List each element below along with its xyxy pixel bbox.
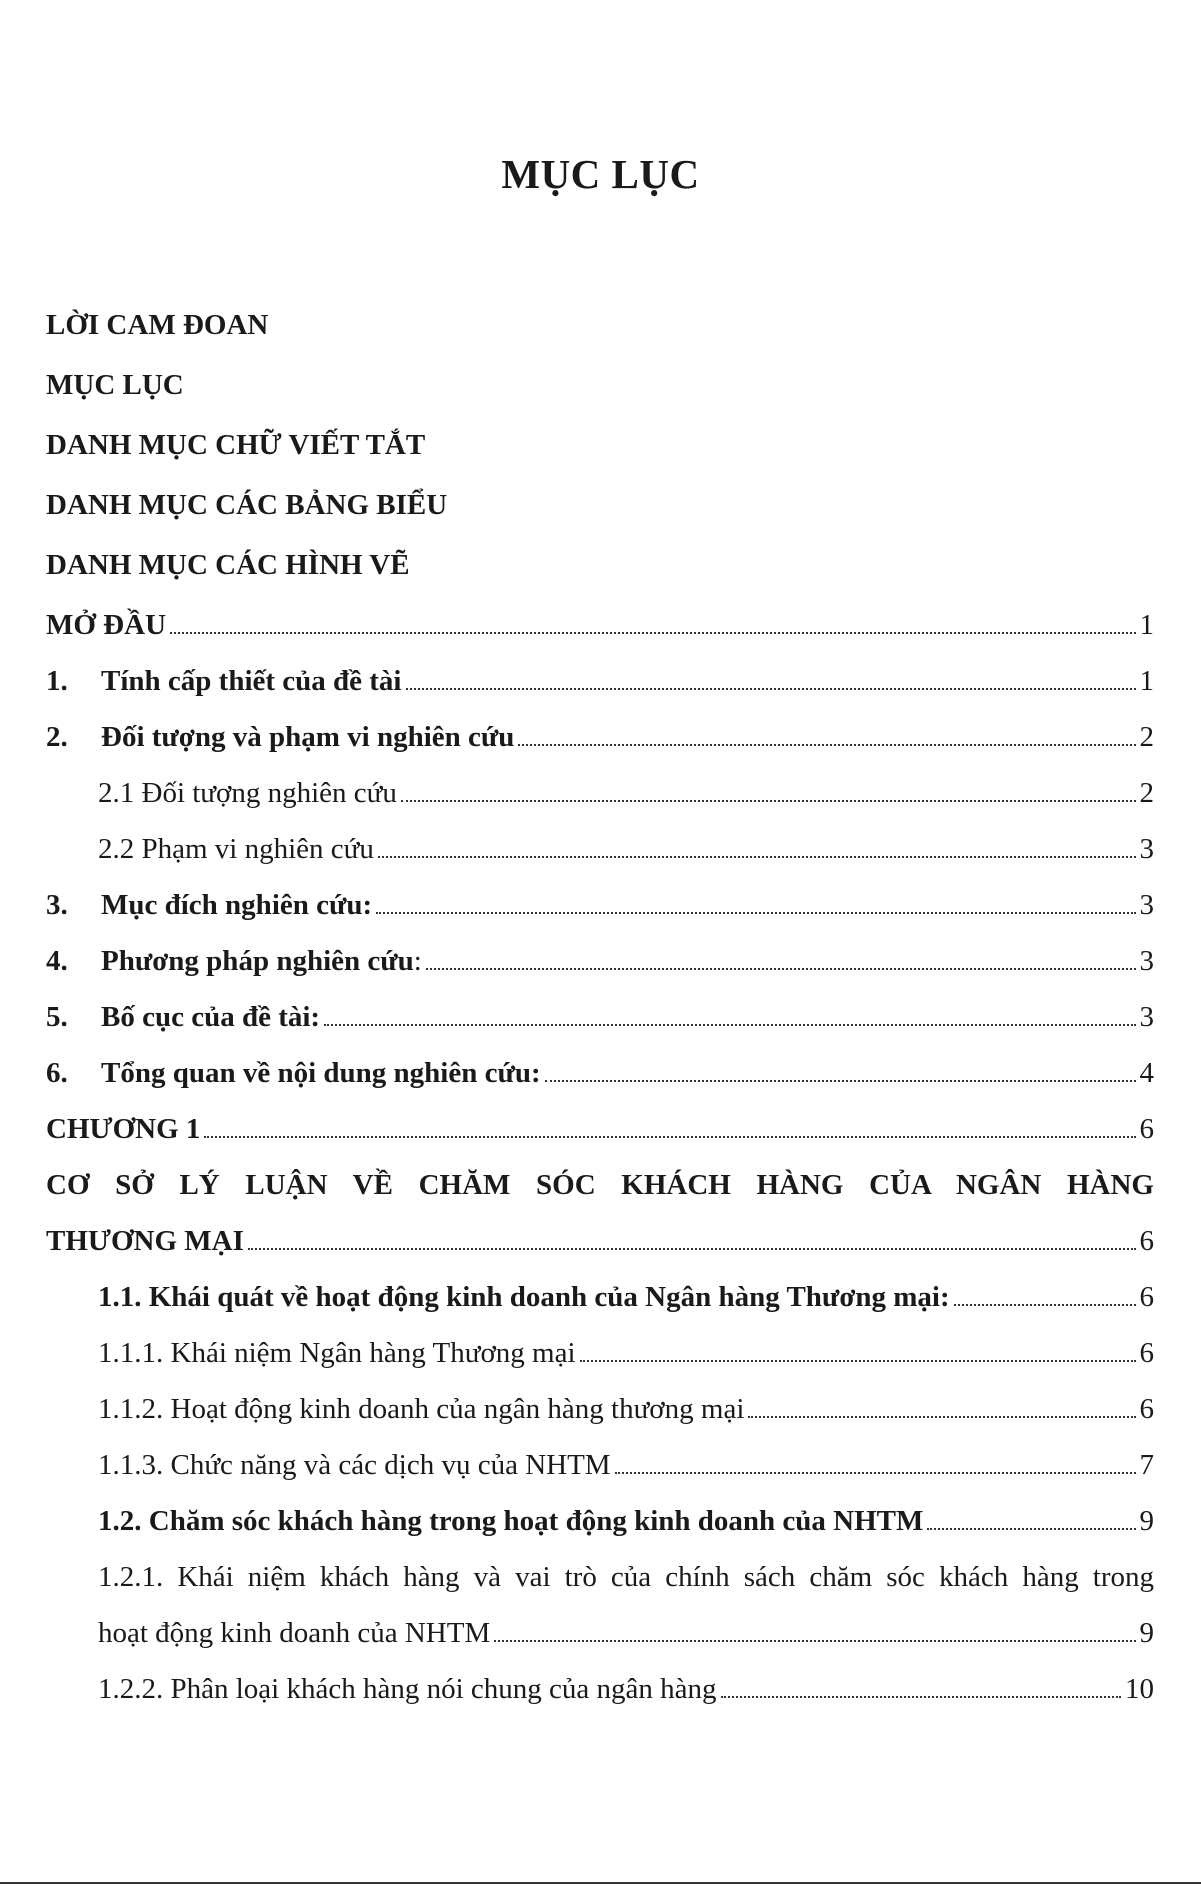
toc-label: 1.2.2. Phân loại khách hàng nói chung của ngân hàng (98, 1673, 717, 1705)
toc-leader (401, 799, 1136, 802)
toc-leader (721, 1695, 1121, 1698)
toc-leader (324, 1023, 1135, 1026)
toc-label: 1.1.2. Hoạt động kinh doanh của ngân hàng thương mại (98, 1393, 745, 1425)
toc-page-number: 2 (1139, 721, 1154, 753)
toc-leader (406, 687, 1136, 690)
toc-entry-section-2[interactable] (46, 717, 1154, 757)
toc-leader (545, 1079, 1136, 1082)
toc-number: 5. (46, 1001, 68, 1033)
toc-front-item[interactable] (46, 485, 1154, 525)
toc-entry-section-4[interactable] (46, 941, 1154, 981)
toc-leader (376, 911, 1135, 914)
toc-label: hoạt động kinh doanh của NHTM (98, 1617, 491, 1649)
toc-label: 1.2. Chăm sóc khách hàng trong hoạt động kinh doanh của NHTM (98, 1505, 924, 1537)
toc-front-item[interactable] (46, 305, 1154, 345)
toc-entry-section-1-2-1-line[interactable]: 1.2.1. Khái niệm khách hàng và vai trò của chính sách chăm sóc khách hàng trong (98, 1561, 1154, 1593)
toc-leader (927, 1527, 1135, 1530)
toc-leader (494, 1639, 1135, 1642)
toc-chapter-title-line[interactable]: CƠ SỞ LÝ LUẬN VỀ CHĂM SÓC KHÁCH HÀNG CỦA NGÂN HÀNG (46, 1169, 1154, 1201)
toc-leader (426, 967, 1136, 970)
toc-entry-mo-dau[interactable] (46, 605, 1154, 645)
toc-page-number: 3 (1139, 1001, 1154, 1033)
toc-entry-section-6[interactable] (46, 1053, 1154, 1093)
toc-label: Tổng quan về nội dung nghiên cứu: (101, 1057, 541, 1089)
toc-page-number: 10 (1125, 1673, 1154, 1705)
toc-page-number: 3 (1139, 833, 1154, 865)
toc-label: 1.1.1. Khái niệm Ngân hàng Thương mại (98, 1337, 576, 1369)
toc-label: MỤC LỤC (46, 369, 184, 401)
toc-front-item[interactable] (46, 365, 1154, 405)
toc-entry-section-5[interactable] (46, 997, 1154, 1037)
toc-entry-section-1[interactable] (46, 661, 1154, 701)
toc-label: MỞ ĐẦU (46, 609, 167, 641)
toc-page-number: 6 (1139, 1113, 1154, 1145)
toc-number: 4. (46, 945, 68, 977)
toc-page-number: 2 (1139, 777, 1154, 809)
toc-label: Tính cấp thiết của đề tài (101, 665, 402, 697)
toc-page-number: 3 (1139, 889, 1154, 921)
toc-label: DANH MỤC CÁC HÌNH VẼ (46, 549, 410, 581)
page-title: MỤC LỤC (501, 151, 700, 197)
toc-label: Phương pháp nghiên cứu (101, 945, 414, 977)
toc-label: THƯƠNG MẠI (46, 1225, 244, 1257)
toc-entry-section-1-1[interactable] (98, 1277, 1154, 1317)
toc-entry-section-2-1[interactable] (98, 773, 1154, 813)
toc-label: 1.1.3. Chức năng và các dịch vụ của NHTM (98, 1449, 611, 1481)
toc-entry-chapter-1[interactable] (46, 1109, 1154, 1149)
toc-page-number: 6 (1139, 1393, 1154, 1425)
toc-page-number: 1 (1139, 665, 1154, 697)
toc-page-number: 6 (1139, 1281, 1154, 1313)
toc-page-number: 4 (1139, 1057, 1154, 1089)
toc-entry-section-1-1-1[interactable] (98, 1333, 1154, 1373)
page-bottom-border (0, 1882, 1201, 1884)
toc-leader (204, 1135, 1135, 1138)
toc-leader (248, 1247, 1136, 1250)
toc-entry-section-1-1-2[interactable] (98, 1389, 1154, 1429)
toc-leader (378, 855, 1136, 858)
toc-page-number: 3 (1139, 945, 1154, 977)
toc-entry-section-2-2[interactable] (98, 829, 1154, 869)
toc-page-number: 9 (1139, 1617, 1154, 1649)
toc-entry-chapter-1-title[interactable] (46, 1221, 1154, 1261)
toc-page-number: 6 (1139, 1337, 1154, 1369)
toc-leader (580, 1359, 1136, 1362)
toc-number: 6. (46, 1057, 68, 1089)
toc-label: DANH MỤC CHỮ VIẾT TẮT (46, 429, 426, 461)
toc-leader (518, 743, 1135, 746)
toc-label: 1.1. Khái quát về hoạt động kinh doanh của Ngân hàng Thương mại: (98, 1281, 950, 1313)
toc-page-number: 6 (1139, 1225, 1154, 1257)
toc-label-suffix: : (413, 945, 422, 977)
toc-label: 2.1 Đối tượng nghiên cứu (98, 777, 397, 809)
toc-label: 2.2 Phạm vi nghiên cứu (98, 833, 374, 865)
toc-entry-section-1-2-1[interactable] (98, 1613, 1154, 1653)
toc-page-number: 1 (1139, 609, 1154, 641)
toc-page-number: 7 (1139, 1449, 1154, 1481)
toc-page-number: 9 (1139, 1505, 1154, 1537)
toc-entry-section-1-2[interactable] (98, 1501, 1154, 1541)
toc-label: LỜI CAM ĐOAN (46, 309, 269, 341)
toc-label: Đối tượng và phạm vi nghiên cứu (101, 721, 515, 753)
toc-leader (954, 1303, 1136, 1306)
toc-number: 2. (46, 721, 68, 753)
toc-label: Bố cục của đề tài: (101, 1001, 321, 1033)
toc-label: Mục đích nghiên cứu: (101, 889, 373, 921)
toc-leader (615, 1471, 1136, 1474)
toc-entry-section-1-2-2[interactable] (98, 1669, 1154, 1709)
toc-label: DANH MỤC CÁC BẢNG BIỂU (46, 489, 448, 521)
toc-label: CHƯƠNG 1 (46, 1113, 201, 1145)
toc-leader (170, 631, 1135, 634)
toc-leader (748, 1415, 1135, 1418)
toc-number: 1. (46, 665, 68, 697)
toc-entry-section-3[interactable] (46, 885, 1154, 925)
toc-number: 3. (46, 889, 68, 921)
toc-front-item[interactable] (46, 425, 1154, 465)
toc-entry-section-1-1-3[interactable] (98, 1445, 1154, 1485)
toc-front-item[interactable] (46, 545, 1154, 585)
